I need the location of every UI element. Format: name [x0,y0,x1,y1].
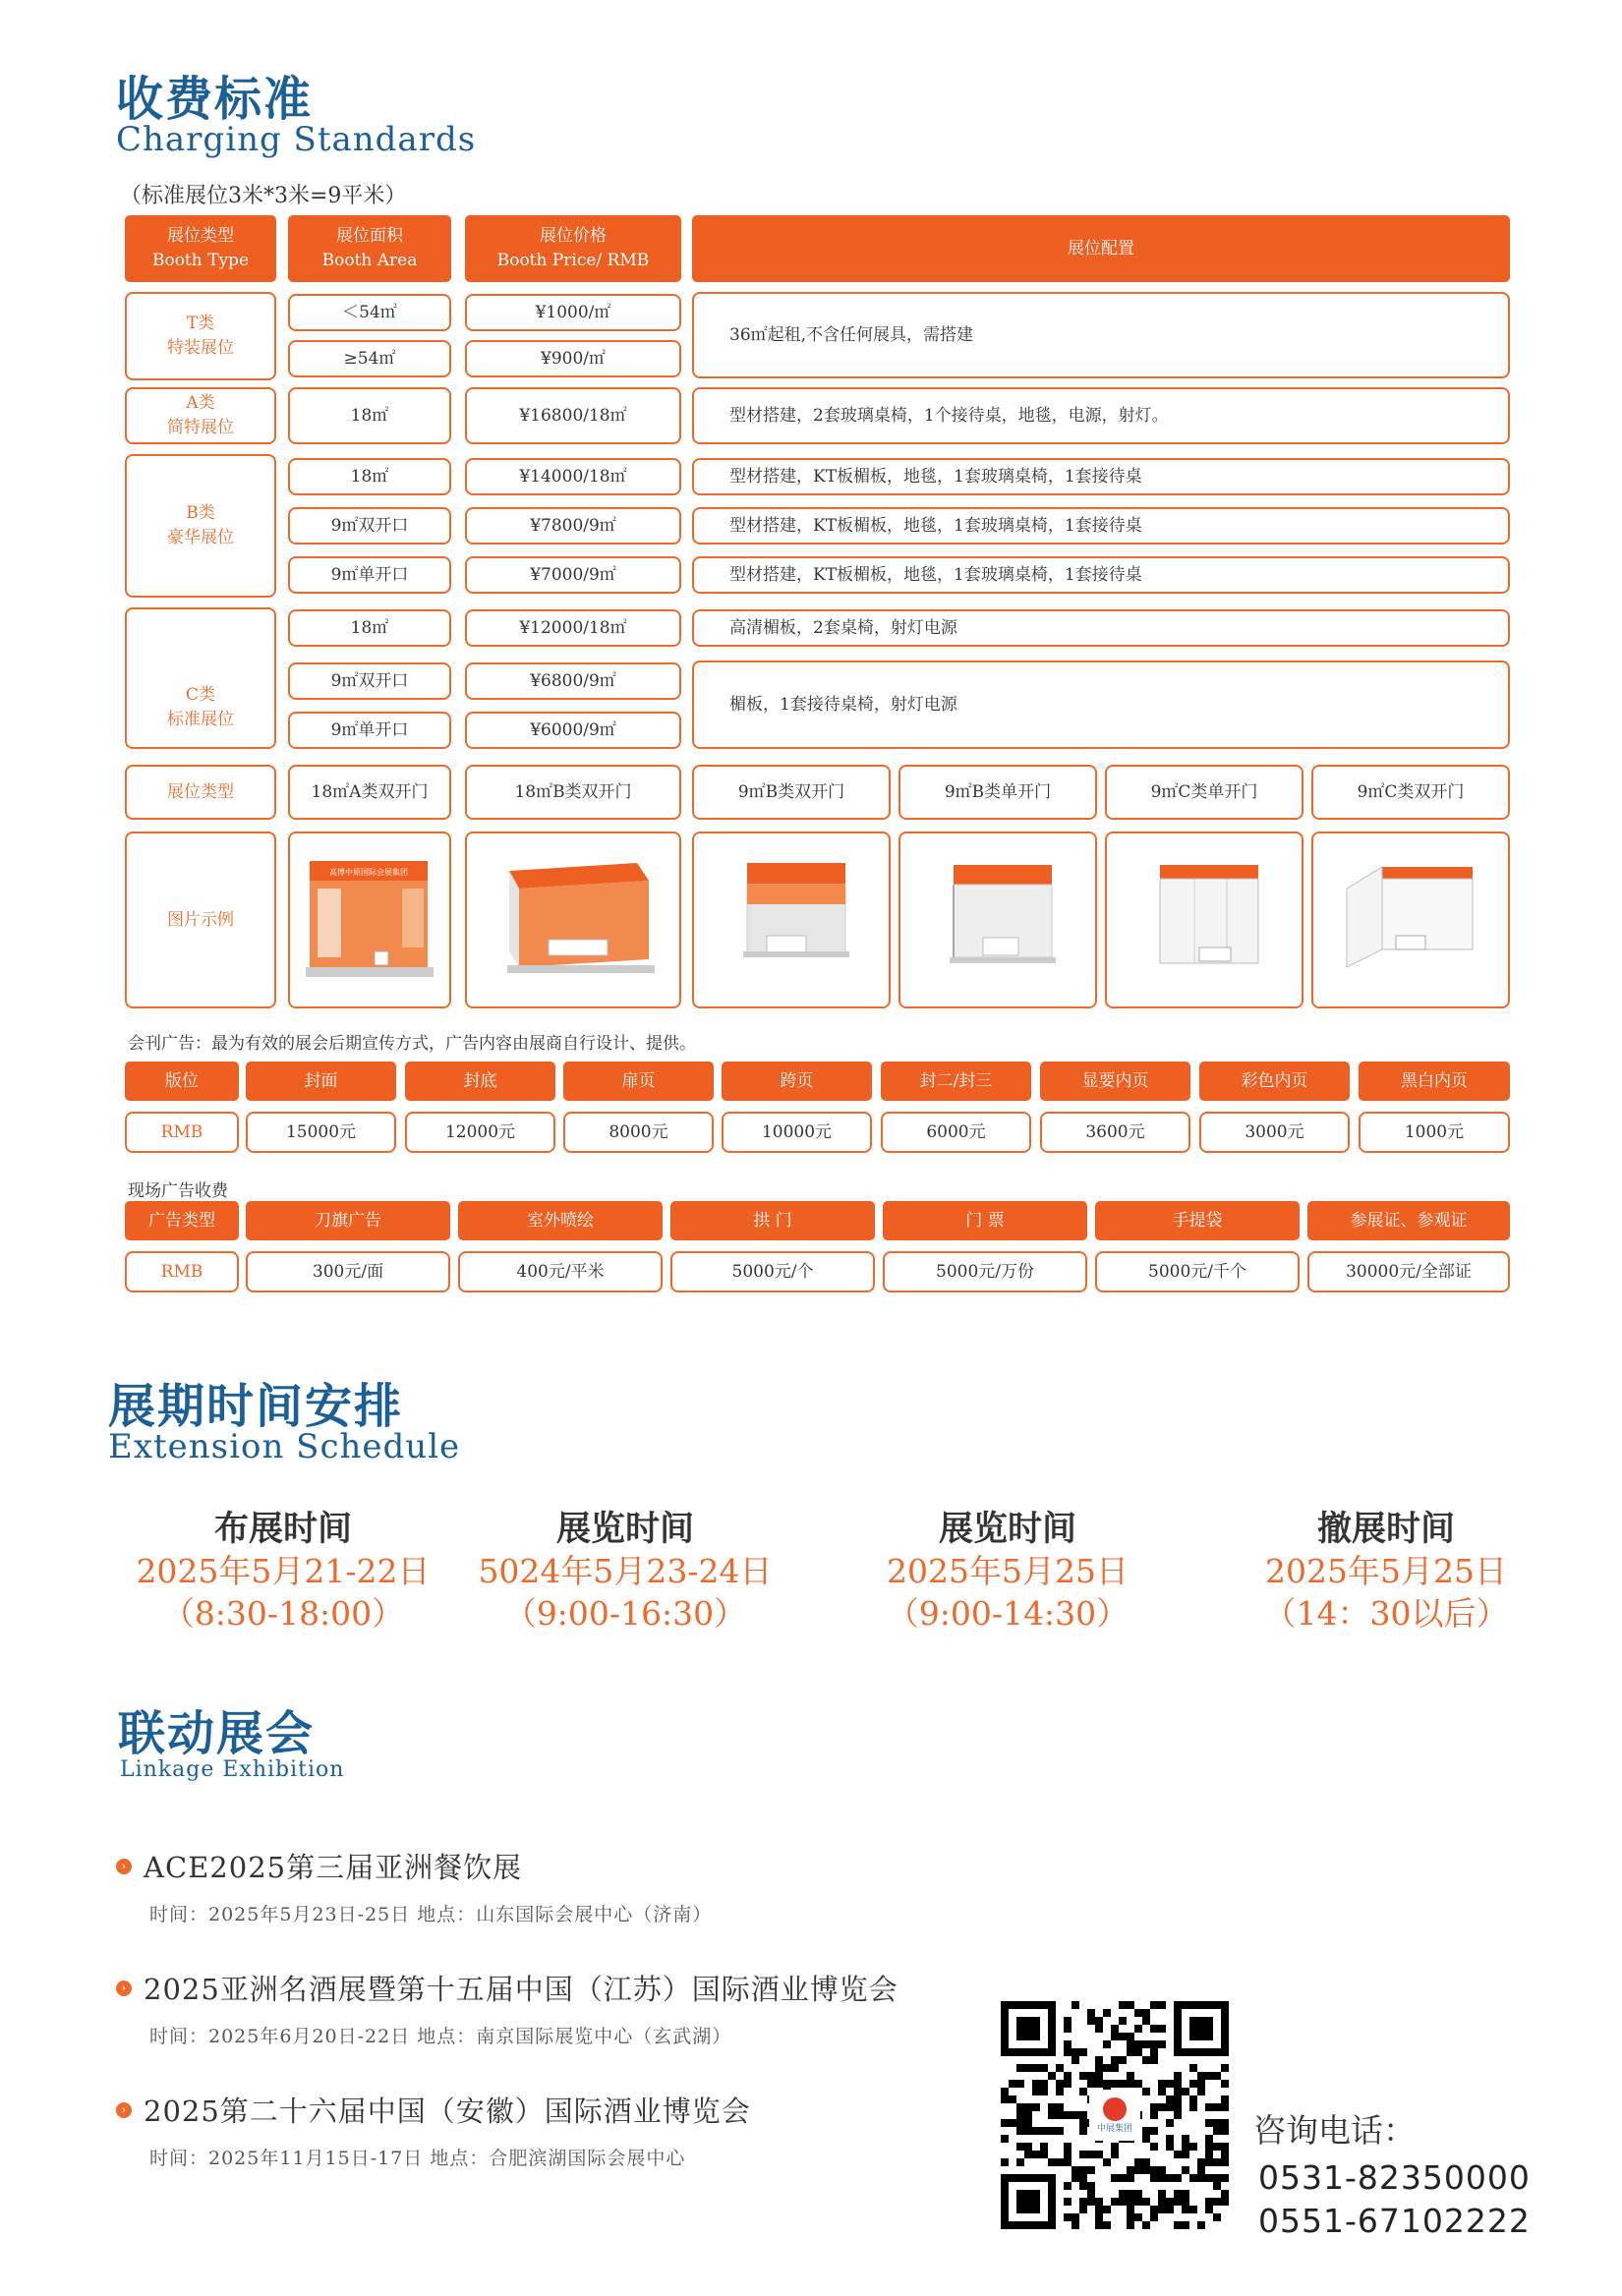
booth-illustration-3 [708,841,875,999]
type-t-desc: 特装展位 [167,338,234,358]
type-a-desc: 简特展位 [167,418,234,437]
schedule-item-title: 布展时间 [213,1509,352,1549]
journal-ads-value-5: 6000元 [881,1112,1031,1153]
linkage-item-detail: 时间：2025年5月23日-25日 地点：山东国际会展中心（济南） [149,1904,713,1925]
onsite-ads-header-3: 拱 门 [670,1201,875,1240]
header-booth-type [125,215,276,282]
schedule-title-en: Extension Schedule [108,1427,461,1466]
journal-ads-value-2: 12000元 [405,1112,555,1153]
schedule-item-date: 2025年5月25日 [887,1552,1129,1590]
t-price-2: ¥900/㎡ [465,340,681,377]
header-area-en: Booth Area [321,251,418,270]
type-c-name: C类 [185,685,215,706]
pic-label: 图片示例 [125,832,276,1008]
schedule-item-time: （8:30-18:00） [161,1593,405,1633]
onsite-ads-header-5: 手提袋 [1095,1201,1300,1240]
linkage-item-detail: 时间：2025年11月15日-17日 地点：合肥滨湖国际会展中心 [149,2148,686,2169]
linkage-item-3 [116,2090,751,2170]
journal-ads-value-1: 15000元 [246,1112,396,1153]
c-config-1: 高清楣板，2套桌椅，射灯电源 [692,609,1510,647]
schedule-title-cn: 展期时间安排 [108,1379,404,1434]
journal-ads-value-4: 10000元 [722,1112,872,1153]
company-logo-icon [1103,2097,1127,2121]
contact-phone-2: 0551-67102222 [1258,2202,1531,2240]
header-price-cn: 展位价格 [540,226,607,247]
c-price-1: ¥12000/18㎡ [465,609,681,647]
b-area-1: 18㎡ [288,458,451,495]
chevron-right-icon: › [116,2102,132,2118]
linkage-item-1 [116,1846,712,1926]
booth-image-3 [692,832,891,1008]
type-b-desc: 豪华展位 [167,528,234,547]
b-area-2: 9㎡双开口 [288,507,451,545]
pic-type-5: 9㎡C类单开门 [1105,765,1303,820]
linkage-title-cn: 联动展会 [118,1706,316,1761]
journal-ads-header-4: 跨页 [722,1062,872,1101]
b-area-3: 9㎡单开口 [288,556,451,594]
booth-image-4 [898,832,1097,1008]
t-area-2: ≥54㎡ [288,340,451,377]
booth-image-1 [288,832,451,1008]
b-price-1: ¥14000/18㎡ [465,458,681,495]
onsite-ads-note: 现场广告收费 [128,1181,228,1201]
header-type-en: Booth Type [151,251,250,270]
type-a [125,387,276,444]
c-price-3: ¥6000/9㎡ [465,712,681,749]
booth-image-5 [1105,832,1303,1008]
onsite-ads-header-2: 室外喷绘 [458,1201,663,1240]
header-type-cn: 展位类型 [166,226,234,247]
journal-ads-value-0: RMB [125,1112,239,1153]
journal-ads-value-7: 3000元 [1199,1112,1350,1153]
pic-type-3: 9㎡B类双开门 [692,765,891,820]
header-booth-config: 展位配置 [692,215,1510,282]
schedule-item-time: （14：30以后） [1263,1593,1509,1633]
booth-illustration-1 [296,841,443,999]
onsite-ads-header-1: 刀旗广告 [246,1201,450,1240]
onsite-ads-value-3: 5000元/个 [670,1251,875,1292]
onsite-ads-header-0: 广告类型 [125,1201,239,1240]
type-b [125,454,276,598]
journal-ads-header-8: 黑白内页 [1359,1062,1510,1101]
contact-label: 咨询电话： [1253,2111,1416,2150]
booth-size-note: （标准展位3米*3米=9平米） [120,184,407,208]
a-config: 型材搭建，2套玻璃桌椅，1个接待桌，地毯，电源，射灯。 [692,387,1510,444]
onsite-ads-value-2: 400元/平米 [458,1251,663,1292]
schedule-item-2 [458,1502,792,1636]
b-price-3: ¥7000/9㎡ [465,556,681,594]
b-price-2: ¥7800/9㎡ [465,507,681,545]
journal-ads-value-3: 8000元 [563,1112,714,1153]
booth-image-6 [1311,832,1510,1008]
booth-image-2 [465,832,681,1008]
t-price-1: ¥1000/㎡ [465,294,681,331]
journal-ads-header-3: 扉页 [563,1062,714,1101]
onsite-ads-value-4: 5000元/万份 [883,1251,1087,1292]
c-area-1: 18㎡ [288,609,451,647]
chevron-right-icon: › [116,1980,132,1996]
pic-type-6: 9㎡C类双开门 [1311,765,1510,820]
schedule-item-date: 2025年5月25日 [1265,1552,1507,1590]
qr-logo [1089,2090,1140,2141]
booth-illustration-2 [480,841,666,999]
pic-type-2: 18㎡B类双开门 [465,765,681,820]
qr-logo-text: 中展集团 [1096,2123,1132,2134]
b-config-3: 型材搭建，KT板楣板，地毯，1套玻璃桌椅，1套接待桌 [692,556,1510,594]
schedule-item-time: （9:00-16:30） [503,1593,747,1633]
journal-ads-header-7: 彩色内页 [1199,1062,1350,1101]
header-area-cn: 展位面积 [336,226,403,247]
journal-ads-value-8: 1000元 [1359,1112,1510,1153]
booth-illustration-4 [914,841,1081,999]
type-c-desc: 标准展位 [167,710,234,729]
c-config-2: 楣板，1套接待桌椅，射灯电源 [692,660,1510,749]
type-t-name: T类 [186,314,215,334]
schedule-item-4 [1219,1502,1553,1636]
booth-illustration-5 [1121,841,1288,999]
journal-ads-header-2: 封底 [405,1062,555,1101]
c-area-3: 9㎡单开口 [288,712,451,749]
journal-ads-note: 会刊广告：最为有效的展会后期宣传方式，广告内容由展商自行设计、提供。 [128,1034,696,1054]
pic-type-1: 18㎡A类双开门 [288,765,451,820]
linkage-title-en: Linkage Exhibition [120,1757,345,1782]
onsite-ads-header-6: 参展证、参观证 [1307,1201,1510,1240]
type-b-name: B类 [186,503,215,524]
pic-type-4: 9㎡B类单开门 [898,765,1097,820]
linkage-item-2 [116,1968,898,2048]
chevron-right-icon: › [116,1859,132,1874]
schedule-item-date: 2025年5月21-22日 [136,1552,431,1590]
onsite-ads-value-1: 300元/面 [246,1251,450,1292]
onsite-ads-header-4: 门 票 [883,1201,1087,1240]
onsite-ads-value-6: 30000元/全部证 [1307,1251,1510,1292]
qr-code [1001,2001,1229,2229]
type-a-name: A类 [186,393,215,414]
journal-ads-header-0: 版位 [125,1062,239,1101]
schedule-item-title: 撤展时间 [1316,1509,1455,1549]
b-config-1: 型材搭建，KT板楣板，地毯，1套玻璃桌椅，1套接待桌 [692,458,1510,495]
t-area-1: ＜54㎡ [288,294,451,331]
linkage-item-name: 2025亚洲名酒展暨第十五届中国（江苏）国际酒业博览会 [144,1973,898,2006]
charging-title-cn: 收费标准 [116,72,314,127]
t-config: 36㎡起租,不含任何展具，需搭建 [692,292,1510,378]
linkage-item-name: 2025第二十六届中国（安徽）国际酒业博览会 [144,2095,751,2128]
onsite-ads-value-0: RMB [125,1251,239,1292]
c-area-2: 9㎡双开口 [288,662,451,700]
type-c [125,607,276,749]
pic-type-label: 展位类型 [125,765,276,820]
journal-ads-header-6: 显要内页 [1040,1062,1190,1101]
journal-ads-value-6: 3600元 [1040,1112,1190,1153]
schedule-item-1 [116,1502,450,1636]
header-booth-price [465,215,681,282]
schedule-item-3 [840,1502,1175,1636]
a-price: ¥16800/18㎡ [465,387,681,444]
linkage-item-name: ACE2025第三届亚洲餐饮展 [144,1851,523,1884]
type-t [125,292,276,380]
b-config-2: 型材搭建，KT板楣板，地毯，1套玻璃桌椅，1套接待桌 [692,507,1510,545]
onsite-ads-value-5: 5000元/千个 [1095,1251,1300,1292]
journal-ads-header-1: 封面 [246,1062,396,1101]
charging-title-en: Charging Standards [116,120,477,159]
header-booth-area [288,215,451,282]
booth-illustration-6 [1327,841,1494,999]
schedule-item-date: 5024年5月23-24日 [478,1552,773,1590]
schedule-item-time: （9:00-14:30） [886,1593,1130,1633]
c-price-2: ¥6800/9㎡ [465,662,681,700]
journal-ads-header-5: 封二/封三 [881,1062,1031,1101]
header-price-en: Booth Price/ RMB [496,251,650,270]
schedule-item-title: 展览时间 [555,1509,694,1549]
linkage-item-detail: 时间：2025年6月20日-22日 地点：南京国际展览中心（玄武湖） [149,2026,732,2047]
schedule-item-title: 展览时间 [938,1509,1076,1549]
booth-fascia-text: 高博中原国际会展集团 [329,868,408,877]
contact-phone-1: 0531-82350000 [1258,2158,1531,2197]
a-area: 18㎡ [288,387,451,444]
